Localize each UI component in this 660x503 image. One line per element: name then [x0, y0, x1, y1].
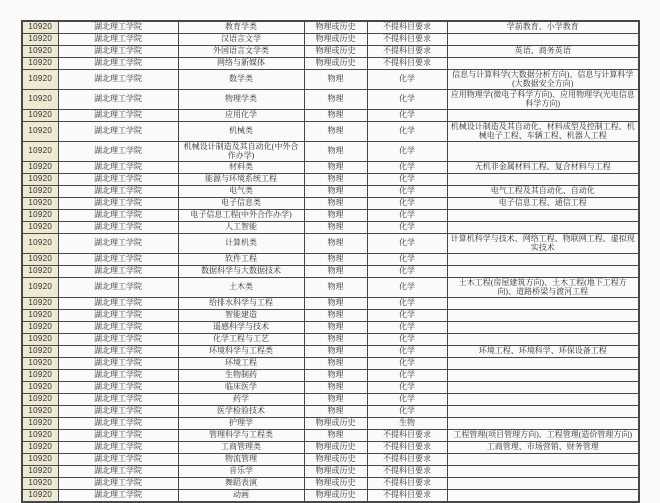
- table-row: [22, 122, 639, 142]
- major-name-cell: 化学工程与工艺: [178, 334, 304, 346]
- major-name-cell: 临床医学: [178, 382, 304, 394]
- first-subject-cell: 物理或历史: [304, 490, 367, 503]
- table-row: [22, 186, 639, 198]
- second-subject-cell: 化学: [367, 310, 447, 322]
- second-subject-cell: 不提科目要求: [367, 430, 447, 442]
- second-subject-cell: 化学: [367, 346, 447, 358]
- college-name-cell: 湖北理工学院: [58, 442, 178, 454]
- first-subject-cell: 物理: [304, 394, 367, 406]
- table-row: [22, 298, 639, 310]
- major-name-cell: 应用化学: [178, 110, 304, 122]
- college-name-cell: 湖北理工学院: [58, 322, 178, 334]
- college-code-cell: 10920: [22, 334, 58, 346]
- college-name-cell: 湖北理工学院: [58, 122, 178, 142]
- college-code-cell: 10920: [22, 198, 58, 210]
- major-note-cell: [447, 406, 639, 418]
- table-row: [22, 174, 639, 186]
- major-note-cell: [447, 210, 639, 222]
- college-name-cell: 湖北理工学院: [58, 298, 178, 310]
- second-subject-cell: 化学: [367, 162, 447, 174]
- second-subject-cell: 化学: [367, 358, 447, 370]
- major-note-cell: 工程管理(项目管理方向)、工程管理(造价管理方向): [447, 430, 639, 442]
- second-subject-cell: 化学: [367, 298, 447, 310]
- college-name-cell: 湖北理工学院: [58, 222, 178, 234]
- major-name-cell: 机械类: [178, 122, 304, 142]
- table-row: [22, 430, 639, 442]
- major-note-cell: 土木工程(房屋建筑方向)、土木工程(地下工程方向)、道路桥梁与渡河工程: [447, 278, 639, 298]
- college-code-cell: 10920: [22, 21, 58, 34]
- table-row: [22, 442, 639, 454]
- table-row: [22, 34, 639, 46]
- major-note-cell: [447, 310, 639, 322]
- second-subject-cell: 不提科目要求: [367, 58, 447, 70]
- major-note-cell: [447, 322, 639, 334]
- major-name-cell: 物流管理: [178, 454, 304, 466]
- college-code-cell: 10920: [22, 442, 58, 454]
- college-code-cell: 10920: [22, 234, 58, 254]
- table-row: [22, 418, 639, 430]
- college-name-cell: 湖北理工学院: [58, 254, 178, 266]
- major-note-cell: 机械设计制造及其自动化、材料成型及控制工程、机械电子工程、车辆工程、机器人工程: [447, 122, 639, 142]
- second-subject-cell: 不提科目要求: [367, 46, 447, 58]
- first-subject-cell: 物理: [304, 122, 367, 142]
- first-subject-cell: 物理: [304, 186, 367, 198]
- second-subject-cell: 化学: [367, 198, 447, 210]
- second-subject-cell: 化学: [367, 334, 447, 346]
- college-code-cell: 10920: [22, 58, 58, 70]
- major-name-cell: 能源与环境系统工程: [178, 174, 304, 186]
- major-note-cell: 电子信息工程、通信工程: [447, 198, 639, 210]
- major-name-cell: 环境科学与工程类: [178, 346, 304, 358]
- table-row: [22, 110, 639, 122]
- major-name-cell: 机械设计制造及其自动化(中外合作办学): [178, 142, 304, 162]
- major-name-cell: 软件工程: [178, 254, 304, 266]
- major-note-cell: 应用物理学(微电子科学方向)、应用物理学(光电信息科学方向): [447, 90, 639, 110]
- table-row: [22, 198, 639, 210]
- college-name-cell: 湖北理工学院: [58, 70, 178, 90]
- major-name-cell: 材料类: [178, 162, 304, 174]
- first-subject-cell: 物理: [304, 298, 367, 310]
- table-row: [22, 278, 639, 298]
- college-name-cell: 湖北理工学院: [58, 234, 178, 254]
- major-note-cell: [447, 478, 639, 490]
- college-name-cell: 湖北理工学院: [58, 110, 178, 122]
- major-note-cell: 信息与计算科学(大数据分析方向)、信息与计算科学(大数据安全方向): [447, 70, 639, 90]
- college-code-cell: 10920: [22, 466, 58, 478]
- table-row: [22, 266, 639, 278]
- college-name-cell: 湖北理工学院: [58, 358, 178, 370]
- major-note-cell: [447, 222, 639, 234]
- first-subject-cell: 物理: [304, 430, 367, 442]
- major-name-cell: 教育学类: [178, 21, 304, 34]
- second-subject-cell: 化学: [367, 382, 447, 394]
- college-name-cell: 湖北理工学院: [58, 198, 178, 210]
- first-subject-cell: 物理或历史: [304, 478, 367, 490]
- college-name-cell: 湖北理工学院: [58, 466, 178, 478]
- college-name-cell: 湖北理工学院: [58, 266, 178, 278]
- second-subject-cell: 化学: [367, 278, 447, 298]
- table-row: [22, 466, 639, 478]
- college-name-cell: 湖北理工学院: [58, 34, 178, 46]
- major-note-cell: [447, 466, 639, 478]
- first-subject-cell: 物理: [304, 110, 367, 122]
- major-name-cell: 生物制药: [178, 370, 304, 382]
- table-row: [22, 478, 639, 490]
- first-subject-cell: 物理: [304, 254, 367, 266]
- table-row: [22, 382, 639, 394]
- major-name-cell: 管理科学与工程类: [178, 430, 304, 442]
- college-name-cell: 湖北理工学院: [58, 186, 178, 198]
- table-row: [22, 46, 639, 58]
- major-note-cell: 无机非金属材料工程、复合材料与工程: [447, 162, 639, 174]
- admission-requirements-sheet: [21, 20, 638, 503]
- first-subject-cell: 物理或历史: [304, 466, 367, 478]
- first-subject-cell: 物理: [304, 266, 367, 278]
- major-note-cell: [447, 298, 639, 310]
- table-row: [22, 406, 639, 418]
- college-name-cell: 湖北理工学院: [58, 370, 178, 382]
- second-subject-cell: 化学: [367, 186, 447, 198]
- major-note-cell: 英语、商务英语: [447, 46, 639, 58]
- college-name-cell: 湖北理工学院: [58, 21, 178, 34]
- major-note-cell: [447, 174, 639, 186]
- college-name-cell: 湖北理工学院: [58, 454, 178, 466]
- second-subject-cell: 不提科目要求: [367, 478, 447, 490]
- second-subject-cell: 化学: [367, 210, 447, 222]
- major-note-cell: 计算机科学与技术、网络工程、物联网工程、虚拟现实技术: [447, 234, 639, 254]
- first-subject-cell: 物理: [304, 370, 367, 382]
- table-row: [22, 490, 639, 503]
- major-name-cell: 数学类: [178, 70, 304, 90]
- major-note-cell: [447, 266, 639, 278]
- second-subject-cell: 生物: [367, 418, 447, 430]
- major-name-cell: 药学: [178, 394, 304, 406]
- requirements-table-body: [22, 21, 639, 502]
- major-name-cell: 汉语言文学: [178, 34, 304, 46]
- college-code-cell: 10920: [22, 34, 58, 46]
- major-note-cell: 学前教育、小学教育: [447, 21, 639, 34]
- major-note-cell: [447, 370, 639, 382]
- table-row: [22, 90, 639, 110]
- first-subject-cell: 物理: [304, 322, 367, 334]
- college-code-cell: 10920: [22, 370, 58, 382]
- major-note-cell: [447, 382, 639, 394]
- major-note-cell: [447, 58, 639, 70]
- table-row: [22, 454, 639, 466]
- first-subject-cell: 物理或历史: [304, 454, 367, 466]
- college-name-cell: 湖北理工学院: [58, 418, 178, 430]
- college-name-cell: 湖北理工学院: [58, 46, 178, 58]
- college-code-cell: 10920: [22, 186, 58, 198]
- table-row: [22, 70, 639, 90]
- major-name-cell: 工商管理类: [178, 442, 304, 454]
- first-subject-cell: 物理: [304, 278, 367, 298]
- college-name-cell: 湖北理工学院: [58, 346, 178, 358]
- table-row: [22, 334, 639, 346]
- first-subject-cell: 物理: [304, 162, 367, 174]
- first-subject-cell: 物理或历史: [304, 34, 367, 46]
- major-name-cell: 网络与新媒体: [178, 58, 304, 70]
- second-subject-cell: 不提科目要求: [367, 34, 447, 46]
- college-code-cell: 10920: [22, 478, 58, 490]
- second-subject-cell: 化学: [367, 122, 447, 142]
- major-name-cell: 动画: [178, 490, 304, 503]
- college-name-cell: 湖北理工学院: [58, 310, 178, 322]
- major-name-cell: 遥感科学与技术: [178, 322, 304, 334]
- second-subject-cell: 不提科目要求: [367, 490, 447, 503]
- college-code-cell: 10920: [22, 278, 58, 298]
- major-note-cell: 环境工程、环境科学、环保设备工程: [447, 346, 639, 358]
- first-subject-cell: 物理: [304, 358, 367, 370]
- college-name-cell: 湖北理工学院: [58, 58, 178, 70]
- first-subject-cell: 物理或历史: [304, 58, 367, 70]
- major-name-cell: 智能建造: [178, 310, 304, 322]
- college-code-cell: 10920: [22, 310, 58, 322]
- major-name-cell: 电气类: [178, 186, 304, 198]
- college-code-cell: 10920: [22, 382, 58, 394]
- major-name-cell: 环境工程: [178, 358, 304, 370]
- second-subject-cell: 不提科目要求: [367, 21, 447, 34]
- major-note-cell: [447, 454, 639, 466]
- first-subject-cell: 物理: [304, 210, 367, 222]
- college-code-cell: 10920: [22, 430, 58, 442]
- major-name-cell: 给排水科学与工程: [178, 298, 304, 310]
- college-name-cell: 湖北理工学院: [58, 174, 178, 186]
- table-row: [22, 346, 639, 358]
- major-note-cell: [447, 418, 639, 430]
- college-code-cell: 10920: [22, 406, 58, 418]
- second-subject-cell: 化学: [367, 234, 447, 254]
- second-subject-cell: 化学: [367, 174, 447, 186]
- table-row: [22, 310, 639, 322]
- first-subject-cell: 物理: [304, 334, 367, 346]
- college-name-cell: 湖北理工学院: [58, 162, 178, 174]
- first-subject-cell: 物理或历史: [304, 46, 367, 58]
- major-name-cell: 土木类: [178, 278, 304, 298]
- college-code-cell: 10920: [22, 90, 58, 110]
- major-note-cell: [447, 334, 639, 346]
- college-code-cell: 10920: [22, 162, 58, 174]
- first-subject-cell: 物理: [304, 346, 367, 358]
- second-subject-cell: 化学: [367, 110, 447, 122]
- table-row: [22, 370, 639, 382]
- major-name-cell: 人工智能: [178, 222, 304, 234]
- major-note-cell: [447, 34, 639, 46]
- major-note-cell: [447, 110, 639, 122]
- first-subject-cell: 物理: [304, 198, 367, 210]
- college-name-cell: 湖北理工学院: [58, 430, 178, 442]
- table-row: [22, 58, 639, 70]
- major-name-cell: 护理学: [178, 418, 304, 430]
- major-note-cell: 工商管理、市场营销、财务管理: [447, 442, 639, 454]
- first-subject-cell: 物理: [304, 90, 367, 110]
- first-subject-cell: 物理: [304, 70, 367, 90]
- major-name-cell: 音乐学: [178, 466, 304, 478]
- college-code-cell: 10920: [22, 122, 58, 142]
- college-name-cell: 湖北理工学院: [58, 478, 178, 490]
- college-code-cell: 10920: [22, 46, 58, 58]
- college-code-cell: 10920: [22, 142, 58, 162]
- table-row: [22, 234, 639, 254]
- second-subject-cell: 化学: [367, 370, 447, 382]
- first-subject-cell: 物理: [304, 222, 367, 234]
- college-code-cell: 10920: [22, 210, 58, 222]
- college-code-cell: 10920: [22, 70, 58, 90]
- major-name-cell: 电子信息类: [178, 198, 304, 210]
- second-subject-cell: 化学: [367, 222, 447, 234]
- college-code-cell: 10920: [22, 322, 58, 334]
- major-note-cell: [447, 142, 639, 162]
- table-row: [22, 322, 639, 334]
- college-code-cell: 10920: [22, 266, 58, 278]
- second-subject-cell: 化学: [367, 90, 447, 110]
- college-code-cell: 10920: [22, 174, 58, 186]
- first-subject-cell: 物理: [304, 382, 367, 394]
- first-subject-cell: 物理: [304, 174, 367, 186]
- admission-subject-requirements-table: [21, 20, 640, 503]
- major-note-cell: 电气工程及其自动化、自动化: [447, 186, 639, 198]
- major-name-cell: 外国语言文学类: [178, 46, 304, 58]
- table-row: [22, 358, 639, 370]
- major-name-cell: 医学检验技术: [178, 406, 304, 418]
- college-code-cell: 10920: [22, 346, 58, 358]
- college-code-cell: 10920: [22, 222, 58, 234]
- college-name-cell: 湖北理工学院: [58, 394, 178, 406]
- first-subject-cell: 物理: [304, 234, 367, 254]
- second-subject-cell: 化学: [367, 142, 447, 162]
- college-name-cell: 湖北理工学院: [58, 210, 178, 222]
- major-name-cell: 物理学类: [178, 90, 304, 110]
- major-name-cell: 舞蹈表演: [178, 478, 304, 490]
- college-code-cell: 10920: [22, 418, 58, 430]
- first-subject-cell: 物理或历史: [304, 418, 367, 430]
- second-subject-cell: 不提科目要求: [367, 466, 447, 478]
- second-subject-cell: 化学: [367, 322, 447, 334]
- college-code-cell: 10920: [22, 454, 58, 466]
- college-name-cell: 湖北理工学院: [58, 90, 178, 110]
- college-code-cell: 10920: [22, 358, 58, 370]
- second-subject-cell: 不提科目要求: [367, 442, 447, 454]
- first-subject-cell: 物理或历史: [304, 21, 367, 34]
- major-note-cell: [447, 254, 639, 266]
- college-name-cell: 湖北理工学院: [58, 142, 178, 162]
- second-subject-cell: 化学: [367, 394, 447, 406]
- second-subject-cell: 化学: [367, 406, 447, 418]
- college-name-cell: 湖北理工学院: [58, 334, 178, 346]
- major-name-cell: 计算机类: [178, 234, 304, 254]
- major-name-cell: 数据科学与大数据技术: [178, 266, 304, 278]
- major-note-cell: [447, 490, 639, 503]
- table-row: [22, 394, 639, 406]
- major-name-cell: 电子信息工程(中外合作办学): [178, 210, 304, 222]
- college-name-cell: 湖北理工学院: [58, 382, 178, 394]
- first-subject-cell: 物理或历史: [304, 442, 367, 454]
- table-row: [22, 21, 639, 34]
- second-subject-cell: 化学: [367, 70, 447, 90]
- college-code-cell: 10920: [22, 254, 58, 266]
- second-subject-cell: 不提科目要求: [367, 454, 447, 466]
- college-code-cell: 10920: [22, 394, 58, 406]
- college-name-cell: 湖北理工学院: [58, 278, 178, 298]
- first-subject-cell: 物理: [304, 310, 367, 322]
- major-note-cell: [447, 358, 639, 370]
- first-subject-cell: 物理: [304, 142, 367, 162]
- table-row: [22, 254, 639, 266]
- table-row: [22, 222, 639, 234]
- second-subject-cell: 化学: [367, 266, 447, 278]
- college-code-cell: 10920: [22, 490, 58, 503]
- table-row: [22, 142, 639, 162]
- college-name-cell: 湖北理工学院: [58, 490, 178, 503]
- table-row: [22, 162, 639, 174]
- college-name-cell: 湖北理工学院: [58, 406, 178, 418]
- college-code-cell: 10920: [22, 110, 58, 122]
- table-row: [22, 210, 639, 222]
- second-subject-cell: 化学: [367, 254, 447, 266]
- major-note-cell: [447, 394, 639, 406]
- college-code-cell: 10920: [22, 298, 58, 310]
- first-subject-cell: 物理: [304, 406, 367, 418]
